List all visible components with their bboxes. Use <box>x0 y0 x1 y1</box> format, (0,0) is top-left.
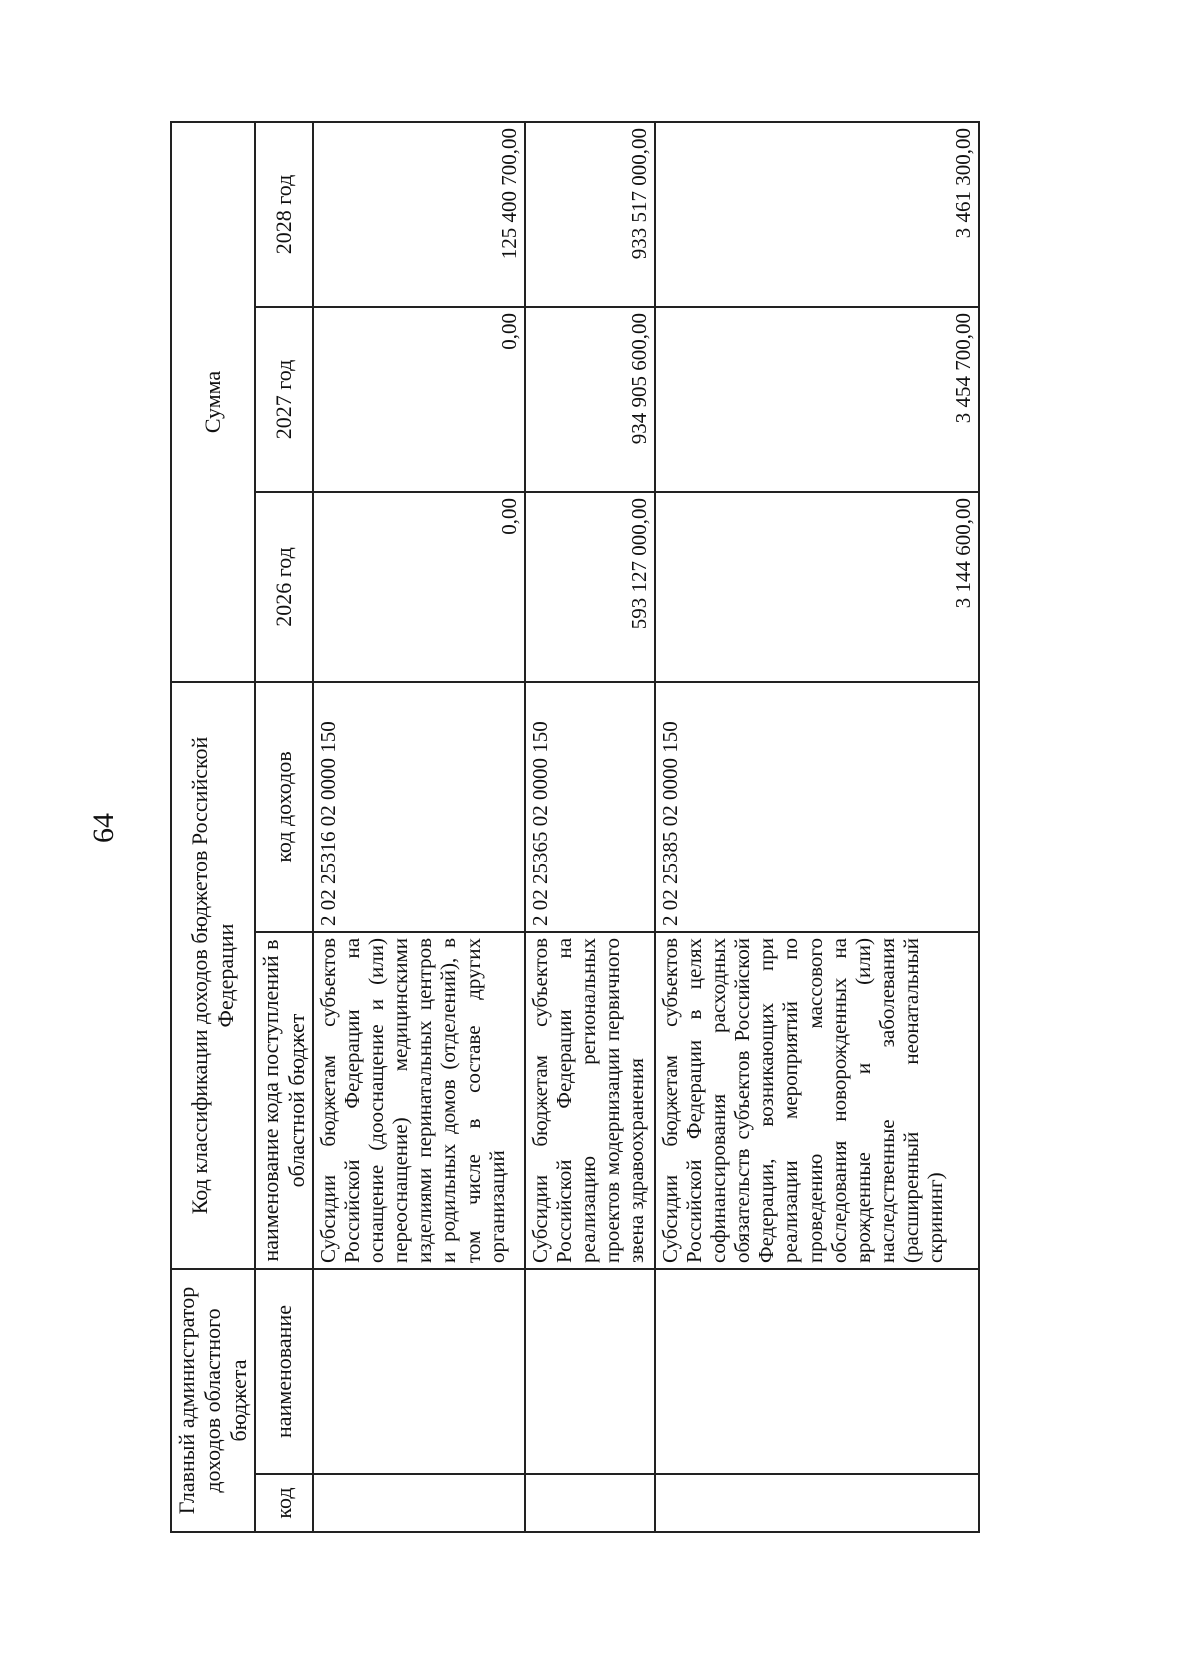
header-revenue-code: код доходов <box>255 682 313 932</box>
header-admin-group: Главный администратор доходов областного бюджета <box>171 1269 255 1532</box>
cell-admin-code <box>525 1474 655 1532</box>
cell-amount-2028: 125 400 700,00 <box>313 122 525 307</box>
cell-amount-2026: 0,00 <box>313 492 525 682</box>
cell-amount-2027: 0,00 <box>313 307 525 492</box>
cell-admin-name <box>313 1269 525 1474</box>
rotated-sheet <box>170 123 980 1533</box>
cell-amount-2026: 593 127 000,00 <box>525 492 655 682</box>
cell-admin-code <box>313 1474 525 1532</box>
header-year-2027: 2027 год <box>255 307 313 492</box>
header-code-group: Код классификации доходов бюджетов Российской Федерации <box>171 682 255 1269</box>
cell-amount-2026: 3 144 600,00 <box>655 492 979 682</box>
cell-revenue-name: Субсидии бюджетам субъектов Российской Федерации в целях софинансирования расходных обязательств субъектов Российской Федерации, возникающих при реализации мероприятий по проведению массового обследования новорожденных на врожденные и (или) наследственные заболевания (расширенный неонатальный скрининг) <box>655 932 979 1269</box>
cell-amount-2027: 934 905 600,00 <box>525 307 655 492</box>
page-number: 64 <box>87 813 120 843</box>
cell-admin-name <box>655 1269 979 1474</box>
cell-amount-2027: 3 454 700,00 <box>655 307 979 492</box>
cell-revenue-name: Субсидии бюджетам субъектов Российской Федерации на реализацию региональных проектов модернизации первичного звена здравоохранения <box>525 932 655 1269</box>
cell-revenue-code: 2 02 25385 02 0000 150 <box>655 682 979 932</box>
table-row <box>313 122 525 1532</box>
cell-revenue-code: 2 02 25365 02 0000 150 <box>525 682 655 932</box>
header-admin-name: наименование <box>255 1269 313 1474</box>
header-revenue-name: наименование кода поступлений в областной бюджет <box>255 932 313 1269</box>
table-row <box>525 122 655 1532</box>
cell-amount-2028: 933 517 000,00 <box>525 122 655 307</box>
header-admin-code: код <box>255 1474 313 1532</box>
cell-revenue-name: Субсидии бюджетам субъектов Российской Федерации на оснащение (дооснащение и (или) переоснащение) медицинскими изделиями перинатальных центров и родильных домов (отделений), в том числе в составе других организаций <box>313 932 525 1269</box>
cell-admin-name <box>525 1269 655 1474</box>
revenue-table <box>170 121 980 1533</box>
header-year-2028: 2028 год <box>255 122 313 307</box>
cell-amount-2028: 3 461 300,00 <box>655 122 979 307</box>
cell-admin-code <box>655 1474 979 1532</box>
cell-revenue-code: 2 02 25316 02 0000 150 <box>313 682 525 932</box>
header-sum-group: Сумма <box>171 122 255 682</box>
table-row <box>655 122 979 1532</box>
header-year-2026: 2026 год <box>255 492 313 682</box>
